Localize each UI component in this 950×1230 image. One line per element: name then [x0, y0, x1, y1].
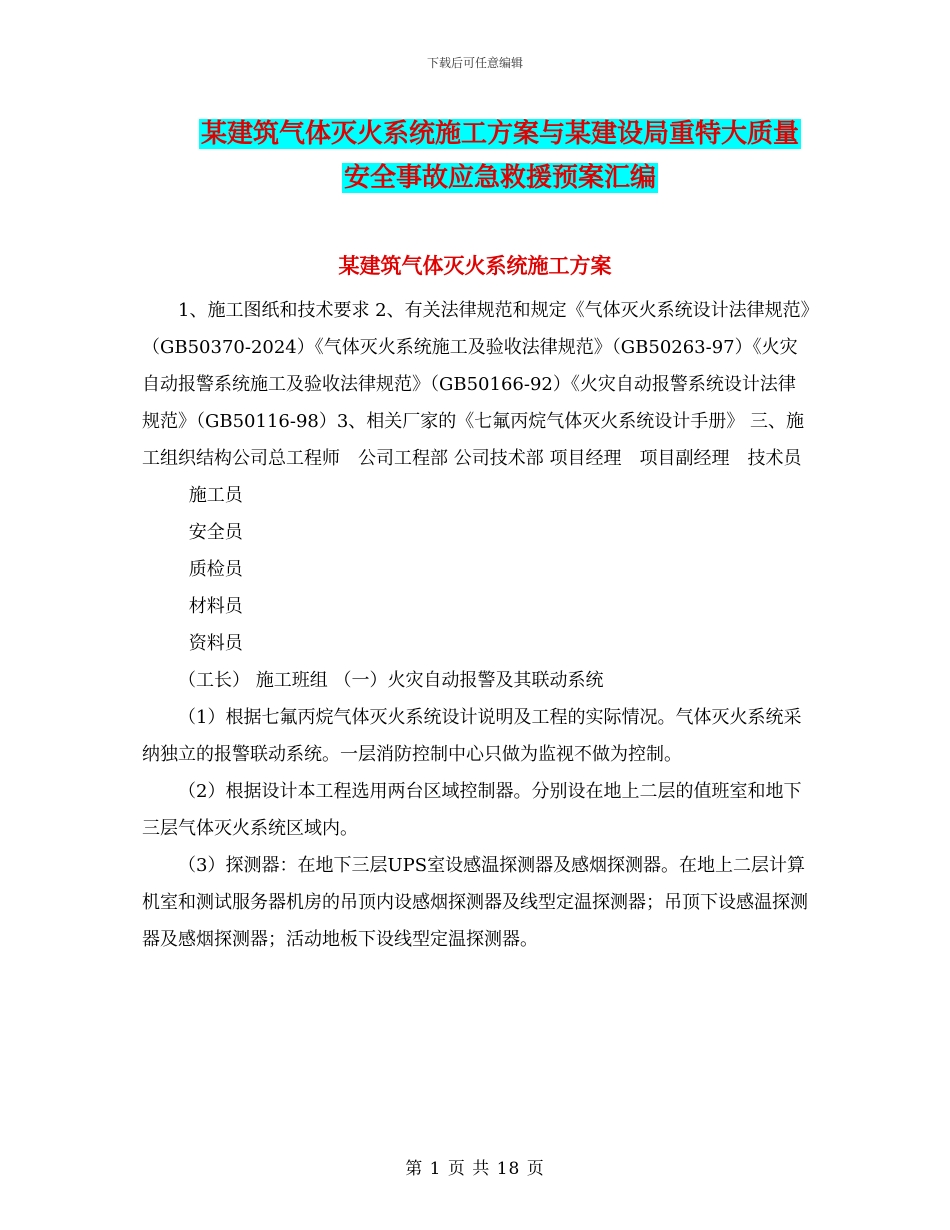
paragraph-item-2: （2）根据设计本工程选用两台区域控制器。分别设在地上二层的值班室和地下三层气体灭火系统区域内。	[142, 781, 802, 839]
body-content	[142, 292, 810, 958]
document-title-line-2: 安全事故应急救援预案汇编	[343, 163, 656, 193]
role-item: 资料员	[188, 633, 243, 654]
role-item: 材料员	[188, 596, 243, 617]
page-header-note: 下载后可任意编辑	[426, 56, 523, 70]
document-title	[190, 112, 810, 200]
role-item: 质检员	[188, 559, 243, 580]
paragraph-item-1: （1）根据七氟丙烷气体灭火系统设计说明及工程的实际情况。气体灭火系统采纳独立的报警联动系统。一层消防控制中心只做为监视不做为控制。	[142, 707, 802, 765]
paragraph-team: （工长） 施工班组 （一）火灾自动报警及其联动系统	[178, 670, 604, 691]
role-item: 安全员	[188, 522, 243, 543]
document-title-line-1: 某建筑气体灭火系统施工方案与某建设局重特大质量	[200, 119, 799, 149]
paragraph-item-3: （3）探测器：在地下三层UPS室设感温探测器及感烟探测器。在地上二层计算机室和测试服务器机房的吊顶内设感烟探测器及线型定温探测器；吊顶下设感温探测器及感烟探测器；活动地板下设线型定温探测器。	[142, 855, 808, 950]
page-footer: 第 1 页 共 18 页	[405, 1159, 545, 1179]
paragraph-references: 1、施工图纸和技术要求 2、有关法律规范和规定《气体灭火系统设计法律规范》（GB50370-2024）《气体灭火系统施工及验收法律规范》（GB50263-97）《火灾自动报警系统施工及验收法律规范》（GB50166-92）《火灾自动报警系统设计法律规范》（GB50116-98）3、相关厂家的《七氟丙烷气体灭火系统设计手册》 三、施工组织结构公司总工程师 公司工程部 公司技术部 项目经理 项目副经理 技术员	[142, 300, 810, 469]
role-item: 施工员	[188, 485, 243, 506]
section-title: 某建筑气体灭火系统施工方案	[338, 253, 612, 278]
